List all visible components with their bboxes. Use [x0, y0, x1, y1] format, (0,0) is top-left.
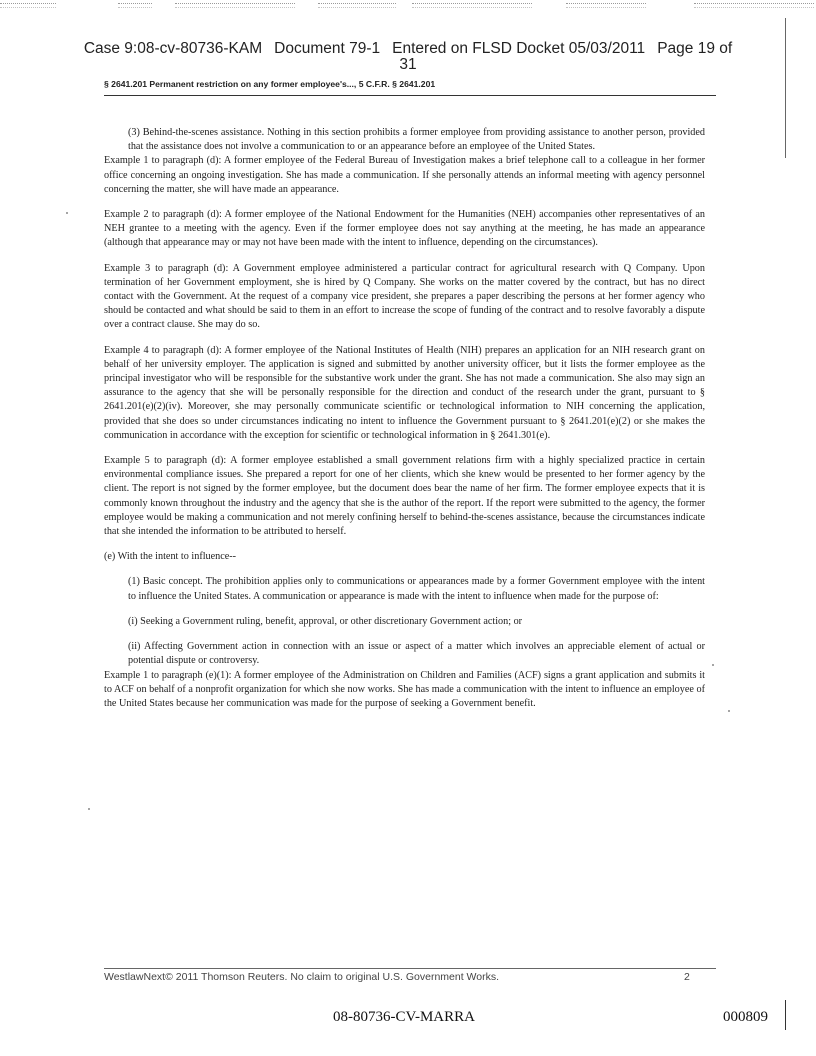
bates-case-number: 08-80736-CV-MARRA: [333, 1009, 475, 1025]
paragraph-e1-i: (i) Seeking a Government ruling, benefit, approval, or other discretionary Government action; or: [128, 615, 523, 627]
footer-page-number: 2: [684, 971, 690, 983]
document-body: [104, 126, 705, 711]
document-title: § 2641.201 Permanent restriction on any former employee's..., 5 C.F.R. § 2641.201: [104, 79, 436, 89]
case-header: [60, 41, 756, 73]
example-4-d: Example 4 to paragraph (d): A former employee of the National Institutes of Health (NIH) prepares an application for an NIH research grant on behalf of her university employer. The application is signed and submitted by another university officer, but it lists the former employee as the principal investigator who will be responsible for the substantive work under the grant. She has not made a communication. She also may sign an assurance to the agency that she will be personally responsible for the direction and conduct of the research under the grant, pursuant to § 2641.201(e)(2)(iv). Moreover, she may personally communicate scientific or technological information to NIH concerning the application, provided that she does so under circumstances indicating no intent to influence the Government pursuant to § 2641.201(e)(2) or she makes the communication in accordance with the exception for scientific or technological information in § 2641.301(e).: [104, 344, 705, 441]
scan-artifact-top: [0, 0, 816, 10]
scan-speck: [728, 710, 730, 712]
paragraph-e1: (1) Basic concept. The prohibition applies only to communications or appearances made by a former Government employee with the intent to influence the United States. A communication or appearance is made with the intent to influence when made for the purpose of:: [128, 576, 705, 602]
scan-speck: [712, 664, 714, 666]
case-number: Case 9:08-cv-80736-KAM: [83, 40, 263, 57]
example-5-d: Example 5 to paragraph (d): A former employee established a small government relations firm with a highly specialized practice in certain environmental compliance issues. She prepared a report for one of her clients, which she knew would be presented to her former agency by the client. The report is not signed by the former employee, but the document does bear the name of her firm. The former employee expects that it is commonly known throughout the industry and the agency that she is the author of the report. If the report were submitted to the agency, the former employee would be making a communication and not merely confining herself to behind-the-scenes assistance, because the circumstances indicate that she intended the information to be attributed to herself.: [104, 455, 705, 538]
bates-number: 000809: [723, 1009, 768, 1025]
footer-copyright: WestlawNext© 2011 Thomson Reuters. No claim to original U.S. Government Works.: [104, 971, 500, 983]
scan-edge-line: [785, 1000, 786, 1030]
page-label: Page 19 of: [657, 40, 733, 57]
paragraph-d3: (3) Behind-the-scenes assistance. Nothing in this section prohibits a former employee from providing assistance to another person, provided that the assistance does not involve a communication to or an appearance before an employee of the United States.: [128, 127, 705, 153]
scan-speck: [88, 808, 90, 810]
scan-edge-line: [785, 18, 786, 158]
example-3-d: Example 3 to paragraph (d): A Government employee administered a particular contract for agricultural research with Q Company. Upon termination of her Government employment, she is hired by Q Company. She works on the matter covered by the contract, but has no direct contact with the Government. At the request of a company vice president, she prepares a paper describing the persons at her former agency who should be contacted and what should be said to them in an effort to increase the scope of funding of the contract and to resolve favorably a dispute over a contract clause. She may do so.: [104, 262, 705, 331]
example-2-d: Example 2 to paragraph (d): A former employee of the National Endowment for the Humanities (NEH) accompanies other representatives of an NEH grantee to a meeting with the agency. Even if the former employee does not say anything at the meeting, he has made an appearance (although that appearance may or may not have been made with the intent to influence, depending on the circumstances).: [104, 209, 705, 249]
page-total: 31: [399, 56, 417, 73]
docket-entry: Entered on FLSD Docket 05/03/2011: [392, 40, 646, 57]
document-number: Document 79-1: [274, 40, 381, 57]
example-1-d: Example 1 to paragraph (d): A former employee of the Federal Bureau of Investigation makes a brief telephone call to a colleague in her former office concerning an ongoing investigation. She has made a communication. If she personally attends an informal meeting with agency personnel concerning the matter, she will have made an appearance.: [104, 155, 705, 195]
example-1-e1: Example 1 to paragraph (e)(1): A former employee of the Administration on Children and Families (ACF) signs a grant application and submits it to ACF on behalf of a nonprofit organization for which she now works. She has made a communication with the intent to influence an employee of the United States because her communication was made for the purpose of seeking a Government benefit.: [104, 669, 705, 709]
footer-divider: [104, 968, 716, 969]
paragraph-e1-ii: (ii) Affecting Government action in connection with an issue or aspect of a matter which involves an appreciable element of actual or potential dispute or controversy.: [128, 641, 705, 667]
paragraph-e-heading: (e) With the intent to influence--: [104, 551, 237, 563]
title-divider: [104, 95, 716, 96]
scan-speck: [66, 212, 68, 214]
